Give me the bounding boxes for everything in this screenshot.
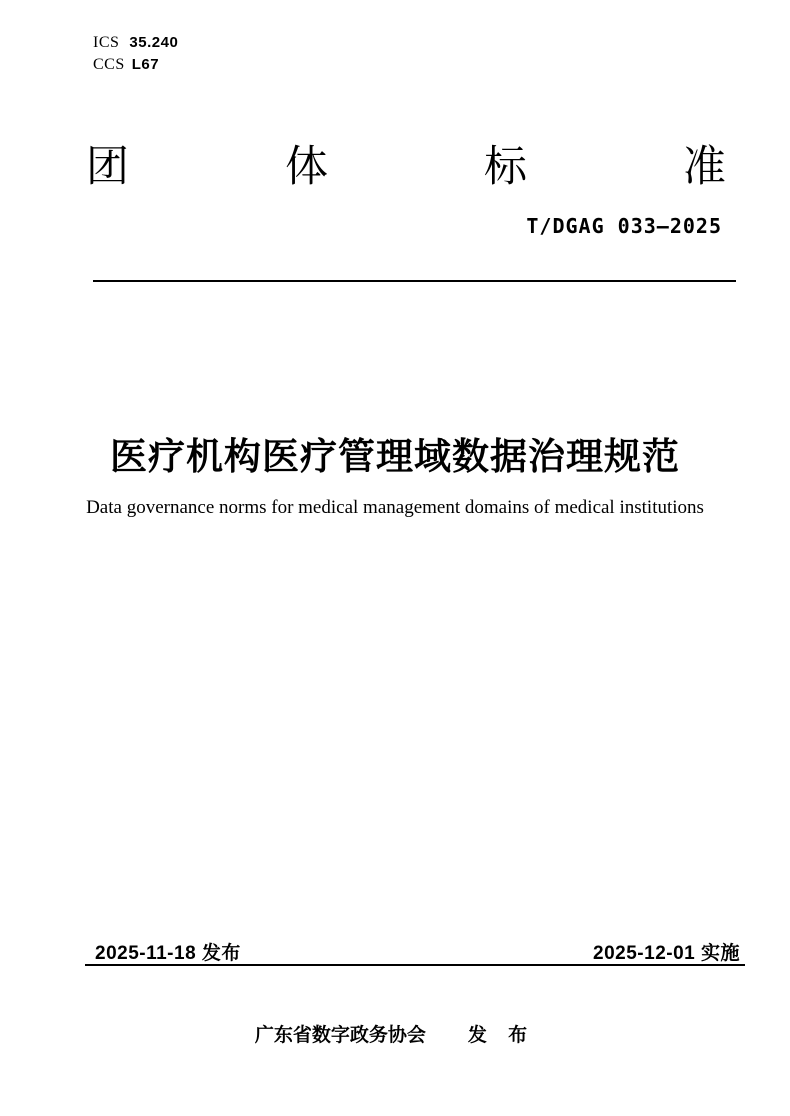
date-row (95, 938, 740, 965)
footer-divider-line (85, 964, 745, 966)
standard-type-char: 团 (86, 143, 129, 191)
publisher-row (0, 1020, 790, 1047)
standard-type-char: 标 (484, 143, 527, 191)
ccs-label: CCS (93, 56, 125, 73)
page-title-english: Data governance norms for medical management domains of medical institutions (86, 497, 704, 518)
issue-date: 2025-11-18 发布 (95, 943, 241, 964)
ccs-value: L67 (131, 56, 160, 73)
page-title: 医疗机构医疗管理域数据治理规范 (110, 436, 680, 477)
ics-code-line (93, 34, 178, 56)
standard-type-char: 体 (285, 143, 328, 191)
publisher-name: 广东省数字政务协会 (254, 1025, 426, 1046)
ccs-code-line (93, 56, 178, 78)
publish-label: 发 布 (467, 1025, 536, 1046)
standard-type-char: 准 (683, 143, 726, 191)
classification-codes (93, 34, 178, 78)
header-divider-line (93, 280, 736, 282)
ics-value: 35.240 (129, 34, 179, 51)
standard-type-heading (86, 143, 726, 191)
implement-date: 2025-12-01 实施 (593, 943, 740, 964)
ics-label: ICS (93, 34, 120, 51)
standard-number: T/DGAG 033—2025 (526, 214, 722, 238)
